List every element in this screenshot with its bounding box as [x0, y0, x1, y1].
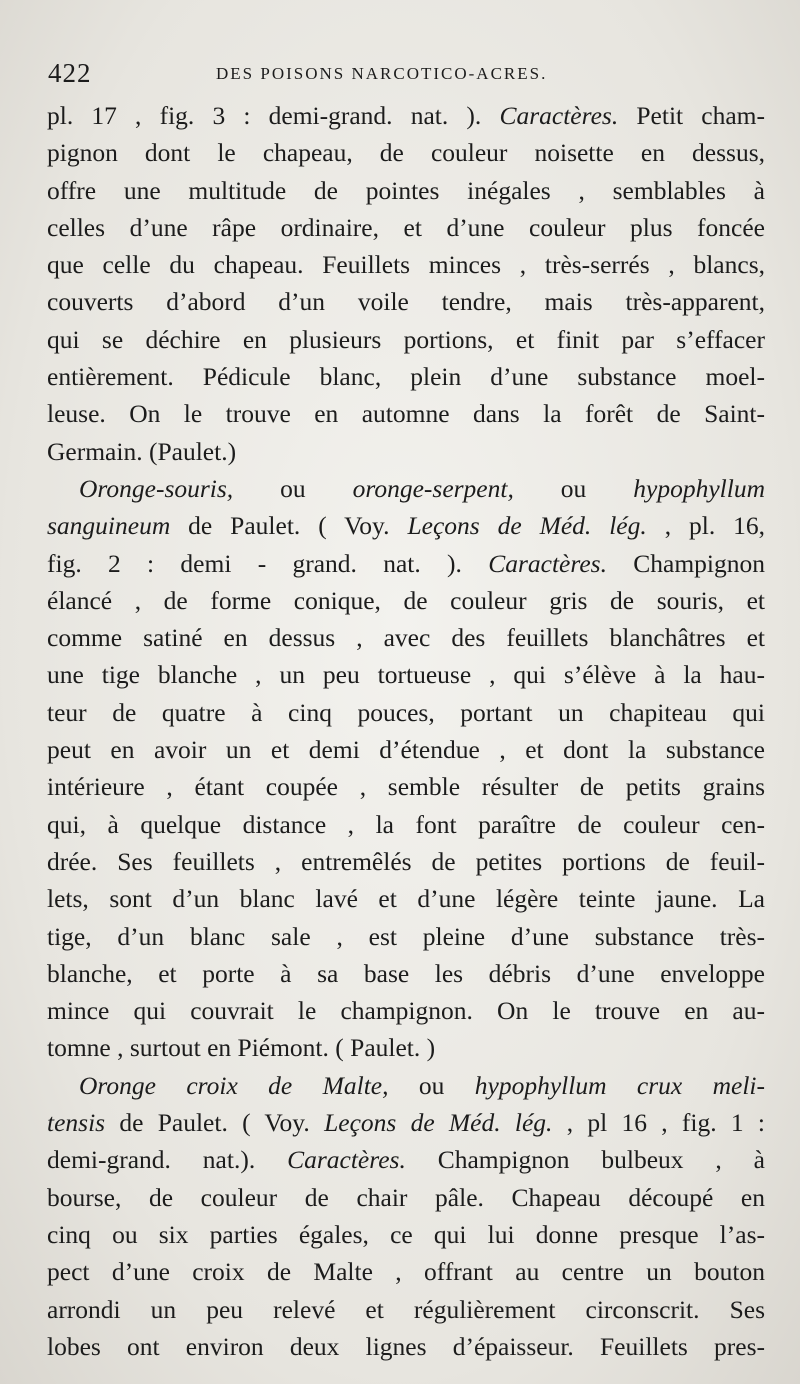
text-segment: intérieure , étant coupée , semble résulter de petits grains	[47, 772, 765, 802]
text-segment: qui, à quelque distance , la font paraître de couleur cen-	[47, 809, 765, 839]
text-line	[47, 545, 765, 582]
text-segment: , pl. 16,	[646, 511, 765, 541]
text-segment: qui se déchire en plusieurs portions, et finit par s’effacer	[47, 324, 765, 354]
italic-text: Caractères.	[287, 1145, 406, 1175]
italic-text: Leçons de Méd. lég.	[407, 511, 647, 541]
italic-text: hypophyllum	[633, 473, 765, 503]
text-line	[47, 395, 765, 432]
page-number: 422	[48, 58, 92, 88]
text-segment: offre une multitude de pointes inégales , semblables à	[47, 175, 765, 205]
text-line	[47, 433, 765, 470]
text-segment: blanche, et porte à sa base les débris d’une enveloppe	[47, 958, 765, 988]
text-line	[47, 582, 765, 619]
text-line	[47, 1029, 765, 1066]
text-line	[47, 1253, 765, 1290]
text-segment: fig. 2 : demi - grand. nat. ).	[47, 548, 489, 578]
text-segment: de Paulet. ( Voy.	[170, 511, 408, 541]
italic-text: Caractères.	[499, 101, 619, 130]
italic-text: Oronge croix de Malte,	[79, 1070, 389, 1100]
text-line	[47, 656, 765, 693]
text-line	[47, 1216, 765, 1253]
body-text	[47, 97, 765, 1365]
text-segment: Petit cham-	[618, 101, 765, 130]
text-line	[47, 880, 765, 917]
text-line	[47, 1104, 765, 1141]
text-segment: Germain. (Paulet.)	[47, 436, 237, 466]
text-line	[47, 507, 765, 544]
text-line	[47, 172, 765, 209]
text-line	[47, 1141, 765, 1178]
text-line	[47, 1179, 765, 1216]
text-segment: élancé , de forme conique, de couleur gris de souris, et	[47, 585, 765, 615]
text-segment: de Paulet. ( Voy.	[105, 1108, 325, 1138]
text-segment: pl. 17 , fig. 3 : demi-grand. nat. ).	[47, 101, 500, 130]
italic-text: hypophyllum crux meli-	[474, 1070, 765, 1100]
italic-text: Caractères.	[488, 548, 607, 578]
text-segment: comme satiné en dessus , avec des feuillets blanchâtres et	[47, 623, 765, 653]
text-segment: cinq ou six parties égales, ce qui lui donne presque l’as-	[47, 1219, 765, 1249]
text-segment: pect d’une croix de Malte , offrant au centre un bouton	[47, 1257, 765, 1287]
text-line	[47, 97, 765, 134]
text-segment: bourse, de couleur de chair pâle. Chapeau découpé en	[47, 1182, 765, 1212]
text-segment: entièrement. Pédicule blanc, plein d’une substance moel-	[47, 362, 765, 392]
text-segment: lets, sont d’un blanc lavé et d’une légère teinte jaune. La	[47, 884, 765, 914]
text-line	[47, 731, 765, 768]
text-segment: ou	[233, 473, 353, 503]
text-segment: Champignon	[606, 548, 765, 578]
text-segment: ou	[513, 473, 634, 503]
italic-text: Leçons de Méd. lég.	[324, 1108, 553, 1138]
text-line	[47, 992, 765, 1029]
text-line	[47, 209, 765, 246]
text-segment: tige, d’un blanc sale , est pleine d’une substance très-	[47, 921, 765, 951]
text-line	[47, 768, 765, 805]
text-segment: mince qui couvrait le champignon. On le trouve en au-	[47, 996, 765, 1026]
italic-text: oronge-serpent,	[352, 473, 514, 503]
text-segment: pignon dont le chapeau, de couleur noisette en dessus,	[47, 138, 765, 168]
text-segment: celles d’une râpe ordinaire, et d’une couleur plus foncée	[47, 212, 765, 242]
text-segment: ou	[388, 1070, 475, 1100]
text-segment: peut en avoir un et demi d’étendue , et dont la substance	[47, 735, 765, 765]
text-segment: tomne , surtout en Piémont. ( Paulet. )	[47, 1033, 436, 1063]
text-line	[47, 1328, 765, 1365]
text-line	[47, 918, 765, 955]
text-line	[47, 619, 765, 656]
text-segment: demi-grand. nat.).	[47, 1145, 288, 1175]
text-line	[47, 806, 765, 843]
text-segment: une tige blanche , un peu tortueuse , qui s’élève à la hau-	[47, 660, 765, 690]
text-segment: drée. Ses feuillets , entremêlés de petites portions de feuil-	[47, 846, 765, 876]
text-line	[47, 134, 765, 171]
italic-text: sanguineum	[47, 511, 171, 541]
text-line	[47, 694, 765, 731]
text-line	[47, 1067, 765, 1104]
text-segment: teur de quatre à cinq pouces, portant un chapiteau qui	[47, 697, 765, 727]
text-line	[47, 470, 765, 507]
text-segment: , pl 16 , fig. 1 :	[552, 1108, 765, 1138]
text-line	[47, 955, 765, 992]
text-line	[47, 843, 765, 880]
text-segment: que celle du chapeau. Feuillets minces , très-serrés , blancs,	[47, 250, 765, 280]
text-segment: arrondi un peu relevé et régulièrement circonscrit. Ses	[47, 1294, 765, 1324]
italic-text: tensis	[47, 1108, 106, 1138]
text-line	[47, 321, 765, 358]
text-segment: couverts d’abord d’un voile tendre, mais très-apparent,	[47, 287, 765, 317]
running-head: DES POISONS NARCOTICO-ACRES.	[216, 64, 548, 83]
text-line	[47, 246, 765, 283]
text-line	[47, 358, 765, 395]
page-header	[48, 58, 760, 94]
italic-text: Oronge-souris,	[79, 473, 234, 503]
text-line	[47, 1291, 765, 1328]
text-segment: leuse. On le trouve en automne dans la forêt de Saint-	[47, 399, 765, 429]
text-line	[47, 283, 765, 320]
text-segment: lobes ont environ deux lignes d’épaisseur. Feuillets pres-	[47, 1331, 765, 1361]
text-segment: Champignon bulbeux , à	[405, 1145, 765, 1175]
